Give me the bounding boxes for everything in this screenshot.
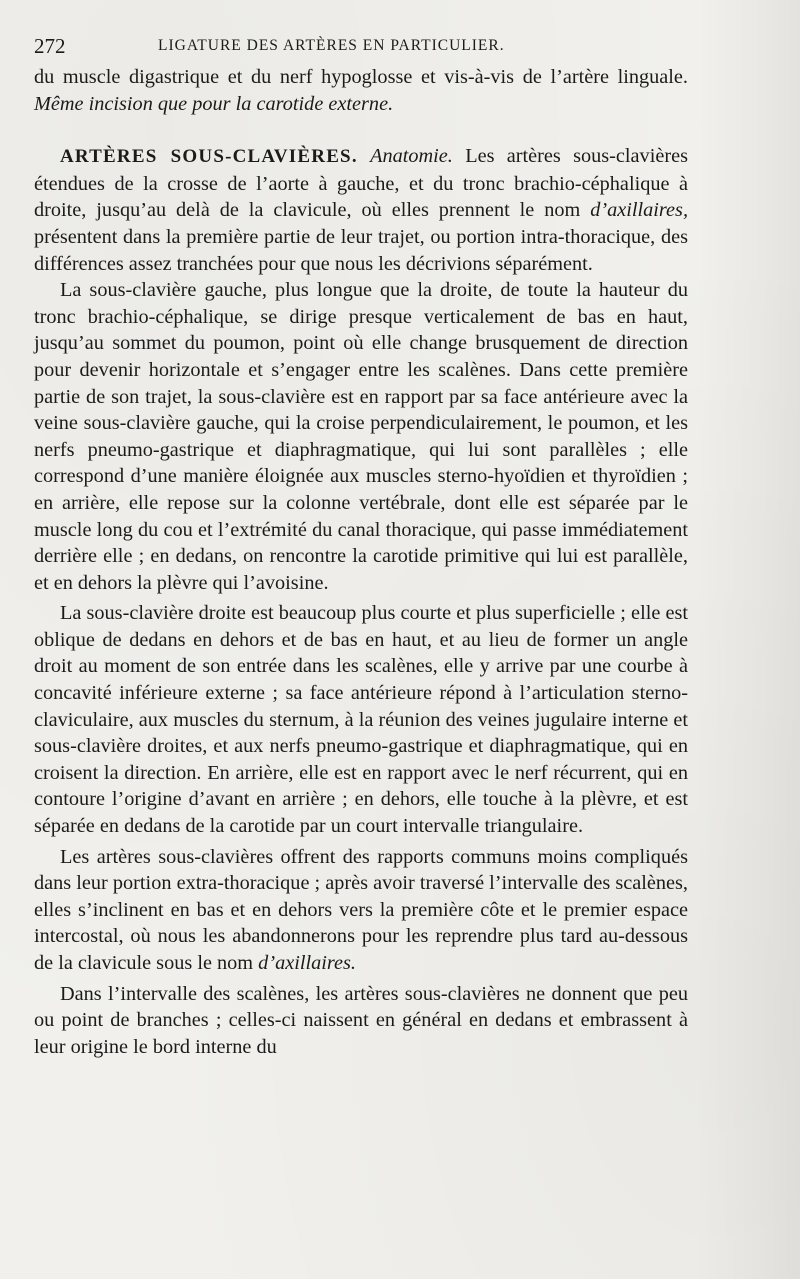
paragraph-continuation [34,64,688,117]
page-number: 272 [34,34,66,58]
section-intro-text-b: présentent dans la première partie de leur trajet, ou portion intra-thoracique, des différences assez tranchées pour que nous les décrivions séparément. [34,225,688,275]
running-title: LIGATURE DES ARTÈRES EN PARTICULIER. [158,37,505,54]
paragraph-right-subclavian: La sous-clavière droite est beaucoup plus courte et plus superficielle ; elle est oblique de dedans en dehors et de bas en haut, et au lieu de former un angle droit au moment de son entrée dans les scalènes, elle y arrive par une courbe à concavité inférieure externe ; sa face antérieure répond à l’articulation sterno-claviculaire, aux muscles du sternum, à la réunion des veines jugulaire interne et sous-clavière droites, et aux nerfs pneumo-gastrique et diaphragmatique, qui en croisent la direction. En arrière, elle est en rapport avec le nerf récurrent, qui en contoure l’origine d’avant en arrière ; en dehors, elle touche à la plèvre, et est séparée en dedans de la carotide par un court intervalle triangulaire. [34,602,688,838]
continuation-text: du muscle digastrique et du nerf hypoglosse et vis-à-vis de l’artère linguale. [34,66,688,88]
section-heading: ARTÈRES SOUS-CLAVIÈRES. [60,146,358,168]
paragraph-common-relations [34,844,688,977]
common-relations-text: Les artères sous-clavières offrent des rapports communs moins compliqués dans leur portion extra-thoracique ; après avoir traversé l’intervalle des scalènes, elles s’inclinent en bas et en dehors vers la première côte et le premier espace intercostal, où nous les abandonnerons pour les reprendre plus tard au-dessous de la clavicule sous le nom [34,845,688,974]
paragraph-left-subclavian: La sous-clavière gauche, plus longue que la droite, de toute la hauteur du tronc brachio-céphalique, se dirige presque verticalement de bas en haut, jusqu’au sommet du poumon, point où elle change brusquement de direction pour devenir horizontale et s’engager entre les scalènes. Dans cette première partie de son trajet, la sous-clavière est en rapport par sa face antérieure avec la veine sous-clavière gauche, qui la croise perpendiculairement, le poumon, et les nerfs pneumo-gastrique et diaphragmatique, qui lui sont parallèles ; elle correspond d’une manière éloignée aux muscles sterno-hyoïdien et thyroïdien ; en arrière, elle repose sur la colonne vertébrale, dont elle est séparée par le muscle long du cou et l’extrémité du canal thoracique, qui passe immédiatement derrière elle ; en dedans, on rencontre la carotide primitive qui lui est parallèle, et en dehors la plèvre qui l’avoisine. [34,279,688,594]
section-subheading: Anatomie. [370,145,453,168]
paragraph-section-intro [34,143,688,277]
running-head [34,30,688,64]
incision-note: Même incision que pour la carotide externe. [34,92,394,115]
common-relations-italic: d’axillaires. [258,952,356,974]
page-gutter-shadow [696,0,800,1279]
body-text [34,64,688,1060]
paragraph-scalene-interval: Dans l’intervalle des scalènes, les artères sous-clavières ne donnent que peu ou point de branches ; celles-ci naissent en général en dedans et embrassent à leur origine le bord interne du [34,982,688,1058]
section-intro-italic: d’axillaires, [590,199,689,222]
section-intro-text-a: Les artères sous-clavières étendues de la crosse de l’aorte à gauche, et du tronc brachio-céphalique à droite, jusqu’au delà de la clavicule, où elles prennent le nom [34,145,688,222]
